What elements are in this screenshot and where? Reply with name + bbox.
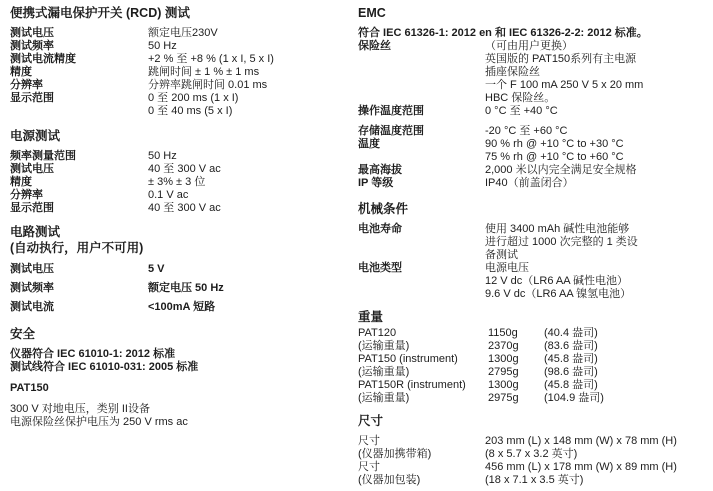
spec-label: 测试电流精度 [10,53,76,65]
weight-grams: 2370g [488,340,519,352]
spec-value: -20 °C 至 +60 °C [485,125,568,137]
weight-ounces: (45.8 盎司) [544,379,598,391]
spec-value: 0.1 V ac [148,189,189,201]
spec-row [358,236,710,249]
weight-row [358,327,710,340]
spec-label [358,92,485,105]
spec-row [10,189,352,202]
safety-note: 电源保险丝保护电压为 250 V rms ac [10,416,188,428]
spec-value: 一个 F 100 mA 250 V 5 x 20 mm [485,79,644,91]
spec-label [358,79,485,92]
spec-label [358,275,485,288]
spec-value: 进行超过 1000 次完整的 1 类设 [485,236,638,248]
spec-row [10,92,352,105]
spec-label: 测试频率 [10,282,54,294]
spec-row [358,151,710,164]
spec-value: 额定电压 50 Hz [148,282,224,294]
spec-value: 40 至 300 V ac [148,163,221,175]
spec-row [358,448,710,461]
spec-label [10,105,148,118]
section-heading: 电路测试 [10,225,61,239]
spec-row [358,275,710,288]
spec-row [358,223,710,236]
weight-row [358,379,710,392]
section-heading: 机械条件 [358,202,409,216]
spec-row [10,79,352,92]
weight-model: PAT150R (instrument) [358,379,466,391]
spec-label [358,66,485,79]
spec-label: 分辨率 [10,189,43,201]
section-heading: 重量 [358,310,384,324]
weight-model: (运输重量) [358,392,410,404]
section-heading: 电源测试 [10,129,61,143]
weight-ounces: (45.8 盎司) [544,353,598,365]
spec-row [358,105,710,118]
spec-label: 频率测量范围 [10,150,76,162]
spec-row [358,177,710,190]
spec-row [10,66,352,79]
section-heading: 尺寸 [358,414,384,428]
spec-value: 2,000 米以内完全满足安全规格 [485,164,637,176]
spec-row [10,53,352,66]
spec-label: 尺寸 [358,461,380,473]
spec-label [358,249,485,262]
spec-row [358,66,710,79]
spec-value: IP40（前盖闭合） [485,177,574,189]
spec-label: 显示范围 [10,92,54,104]
spec-label [358,236,485,249]
spec-row [10,27,352,40]
weight-grams: 1150g [488,327,518,339]
weight-model: PAT120 [358,327,397,339]
spec-value: 90 % rh @ +10 °C to +30 °C [485,138,624,150]
section-heading: EMC [358,6,386,20]
spec-value: （可由用户更换） [485,40,573,52]
weight-grams: 2795g [488,366,519,378]
spec-row [10,282,352,295]
weight-row [358,366,710,379]
spec-value: 电源电压 [485,262,529,274]
weight-grams: 2975g [488,392,519,404]
spec-value: 备测试 [485,249,518,261]
weight-model: (运输重量) [358,366,410,378]
spec-label: 测试电流 [10,301,54,313]
section-safety [10,327,352,429]
section-power-test [10,129,352,215]
spec-value: 75 % rh @ +10 °C to +60 °C [485,151,624,163]
spec-value: 50 Hz [148,150,177,162]
model-name: PAT150 [10,382,49,394]
spec-row [358,435,710,448]
spec-value: 英国版的 PAT150系列有主电源 [485,53,637,65]
spec-label: 显示范围 [10,202,54,214]
spec-label: 电池类型 [358,262,402,274]
spec-row [358,40,710,53]
spec-label: (仪器加包装) [358,474,421,486]
spec-row [10,163,352,176]
weight-ounces: (98.6 盎司) [544,366,598,378]
spec-row [10,40,352,53]
weight-ounces: (40.4 盎司) [544,327,598,339]
spec-label: 存储温度范围 [358,125,424,137]
weight-row [358,392,710,405]
spec-label: 测试电压 [10,27,54,39]
right-column [358,0,710,487]
spec-value: 50 Hz [148,40,177,52]
section-weight [358,310,710,405]
spec-value: 0 °C 至 +40 °C [485,105,558,117]
spec-label [358,53,485,66]
spec-value: (18 x 7.1 x 3.5 英寸) [485,474,584,486]
spec-label [358,151,485,164]
compliance-line: 仪器符合 IEC 61010-1: 2012 标准 [10,348,176,360]
spec-row [10,150,352,163]
section-dimensions [358,414,710,487]
section-heading: 便携式漏电保护开关 (RCD) 测试 [10,6,190,20]
spec-row [358,79,710,92]
spec-value: 额定电压230V [148,27,218,39]
spec-value: 使用 3400 mAh 碱性电池能够 [485,223,630,235]
section-mechanical [358,202,710,301]
spec-row [358,92,710,105]
spec-value: 跳闸时间 ± 1 % ± 1 ms [148,66,260,78]
spec-value: HBC 保险丝。 [485,92,556,104]
spec-value: +2 % 至 +8 % (1 x I, 5 x I) [148,53,274,65]
spec-row [358,461,710,474]
spec-row [358,53,710,66]
spec-label: 尺寸 [358,435,380,447]
spec-row [358,138,710,151]
spec-value: ± 3% ± 3 位 [148,176,206,188]
weight-row [358,340,710,353]
spec-row [10,176,352,189]
spec-value: 分辨率跳闸时间 0.01 ms [148,79,268,91]
safety-note: 300 V 对地电压，类别 II设备 [10,403,150,415]
spec-value: 456 mm (L) x 178 mm (W) x 89 mm (H) [485,461,677,473]
weight-row [358,353,710,366]
spec-label: 测试电压 [10,163,54,175]
spec-label: 保险丝 [358,40,391,52]
spec-value: 40 至 300 V ac [148,202,221,214]
left-column [10,0,352,429]
compliance-line: 符合 IEC 61326-1: 2012 en 和 IEC 61326-2-2: 2012 标准。 [358,27,648,39]
weight-ounces: (83.6 盎司) [544,340,598,352]
weight-ounces: (104.9 盎司) [544,392,604,404]
spec-row [10,202,352,215]
section-subheading: (自动执行，用户不可用) [10,241,144,255]
spec-label: IP 等级 [358,177,394,189]
spec-label: 温度 [358,138,380,150]
spec-value: 12 V dc（LR6 AA 碱性电池） [485,275,629,287]
spec-row [358,249,710,262]
weight-grams: 1300g [488,353,519,365]
weight-grams: 1300g [488,379,519,391]
spec-row [358,474,710,487]
spec-row [358,125,710,138]
weight-model: (运输重量) [358,340,410,352]
section-rcd-test [10,6,352,118]
compliance-line: 测试线符合 IEC 61010-031: 2005 标准 [10,361,199,373]
weight-model: PAT150 (instrument) [358,353,458,365]
spec-label: (仪器加携带箱) [358,448,432,460]
spec-label: 精度 [10,176,32,188]
spec-row [358,164,710,177]
spec-value: 插座保险丝 [485,66,540,78]
section-heading: 安全 [10,327,36,341]
spec-value: 0 至 200 ms (1 x I) [148,92,239,104]
spec-row [10,301,352,314]
spec-label: 电池寿命 [358,223,402,235]
section-emc [358,6,710,190]
spec-label: 测试频率 [10,40,54,52]
spec-value: 9.6 V dc（LR6 AA 镍氢电池） [485,288,632,300]
spec-row [358,288,710,301]
spec-row [10,105,352,118]
spec-label: 操作温度范围 [358,105,424,117]
section-circuit-test [10,225,352,314]
spec-label [358,288,485,301]
spec-label: 测试电压 [10,263,54,275]
spec-row [10,263,352,276]
spec-value: 5 V [148,263,165,275]
spec-label: 精度 [10,66,32,78]
spec-value: (8 x 5.7 x 3.2 英寸) [485,448,578,460]
spec-value: 0 至 40 ms (5 x I) [148,105,233,117]
spec-label: 分辨率 [10,79,43,91]
spec-row [358,262,710,275]
spec-value: 203 mm (L) x 148 mm (W) x 78 mm (H) [485,435,677,447]
spec-value: <100mA 短路 [148,301,216,313]
spec-label: 最高海拔 [358,164,402,176]
